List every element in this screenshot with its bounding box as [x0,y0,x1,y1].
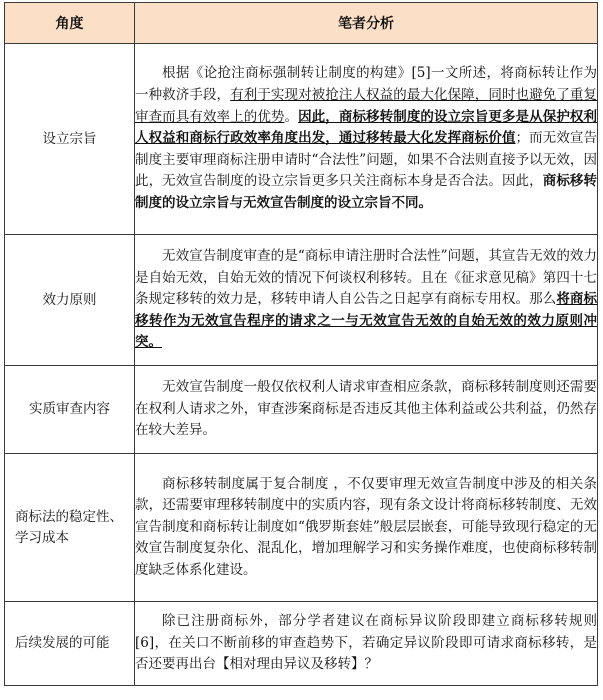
analysis-text [135,611,597,676]
table-row [5,454,598,602]
row-analysis [135,235,598,366]
text-segment: ；而无效宣告制度主要审理商标注册申请时“合法性”问题，如果不合法则直接予以无效，因此，无效宣告制度的设立宗旨更多只关注商标本身是否合法。因此， [135,130,598,190]
text-segment: 商标移转制度的设立宗旨与无效宣告制度的设立宗旨不同。 [135,173,598,211]
row-aspect: 效力原则 [5,235,135,366]
text-segment: 商标移转制度属于复合制度 ，不仅要审理无效宣告制度中涉及的相关条款，还需要审理移转制度中的实质内容，现有条文设计将商标移转制度、无效宣告制度和商标转让制度如“俄罗斯套娃”般层层嵌套，可能导致现行稳定的无效宣告制度复杂化、混乱化，增加理解学习和实务操作难度，也使商标移转制度缺乏体系化建设。 [135,475,597,578]
table-row [5,602,598,686]
header-analysis: 笔者分析 [135,3,598,44]
analysis-text [135,246,597,354]
text-segment: 无效宣告制度审查的是“商标申请注册时合法性”问题，其宣告无效的效力是自始无效，自始无效的情况下何谈权利移转。且在《征求意见稿》第四十七条规定移转的效力是，移转申请人自公告之日起享有商标专用权。那么 [135,248,597,308]
row-aspect: 设立宗旨 [5,44,135,235]
header-aspect: 角度 [5,3,135,44]
table-header-row [5,3,598,44]
row-analysis [135,44,598,235]
table-row [5,235,598,366]
analysis-text [135,63,597,214]
row-aspect: 商标法的稳定性、学习成本 [5,454,135,602]
text-segment: 。 [284,108,299,125]
analysis-text [135,377,597,442]
row-aspect: 后续发展的可能 [5,602,135,686]
text-segment: 无效宣告制度一般仅依权利人请求审查相应条款，商标移转制度则还需要在权利人请求之外，审查涉案商标是否违反其他主体利益或公共利益，仍然存在较大差异。 [135,379,597,439]
text-segment: 除已注册商标外，部分学者建议在商标异议阶段即建立商标移转规则[6]，在关口不断前移的审查趋势下，若确定异议阶段即可请求商标移转，是否还要再出台【相对理由异议及移转】？ [135,613,597,673]
table-row [5,366,598,454]
analysis-text [135,474,597,582]
row-analysis [135,454,598,602]
text-segment: 有利于实现对被抢注人权益的最大化保障，同时也避免了重复审查而具有效率上的优势 [135,87,598,125]
text-segment: 因此，商标移转制度的设立宗旨更多是从保护权利人权益和商标行政效率角度出发，通过移转最大化发挥商标价值 [135,108,598,147]
row-analysis [135,602,598,686]
table-row [5,44,598,235]
analysis-table [4,2,598,686]
text-segment: 根据《论抢注商标强制转让制度的构建》[5]一文所述，将商标转让作为一种救济手段， [135,65,597,104]
row-analysis [135,366,598,454]
row-aspect: 实质审查内容 [5,366,135,454]
text-segment: 将商标移转作为无效宣告程序的请求之一与无效宣告无效的自始无效的效力原则冲突。 [135,291,598,351]
